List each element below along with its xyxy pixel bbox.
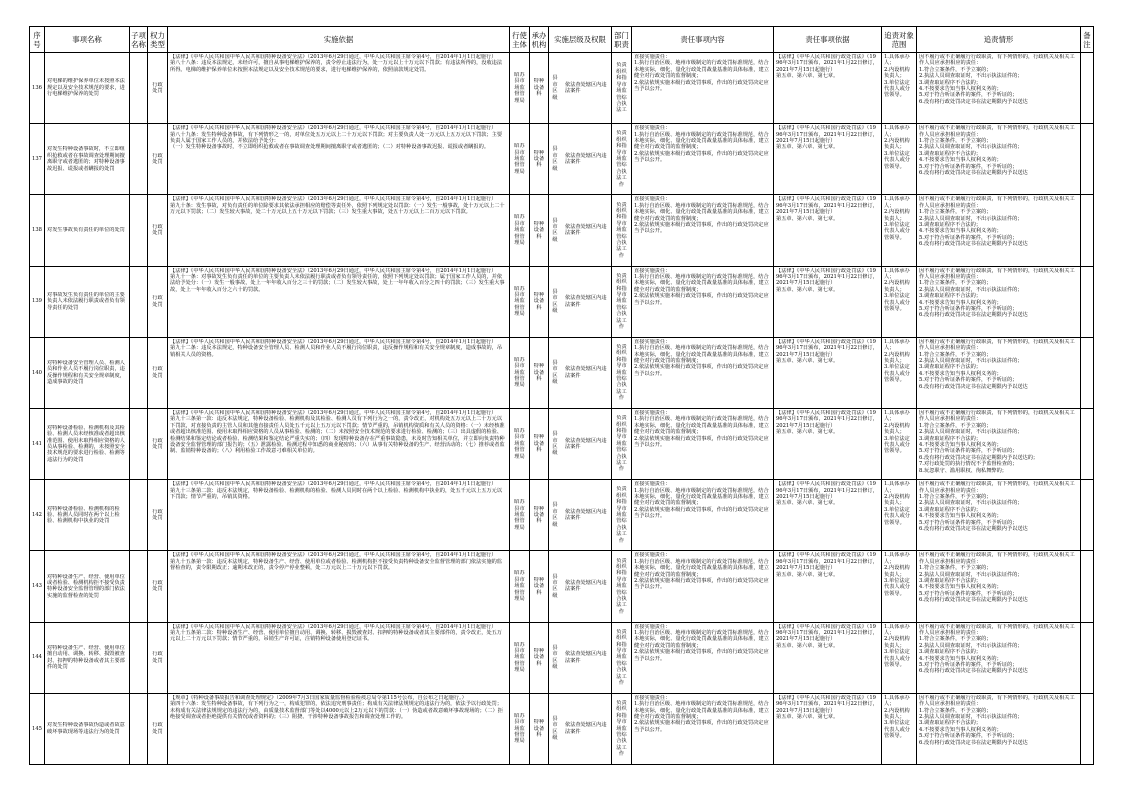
cell-sub-item xyxy=(130,195,148,266)
cell-item-name xyxy=(45,337,130,408)
cell-level: 县市区级 xyxy=(552,431,558,457)
basis-text-text: 【法律】《中华人民共和国中华人民共和国特种设备安全法》（2013年6月29日通过，中华人民共和国主席令第4号，自2014年1月1日起施行） 第九十三条第一款：违反本法规定，特种设备检验、检测机构及其检验、检测人员有下列行为之一的，责令改正，对机构处五万元以上二十万元以下罚款，对直接负责的主管人员和其他直接责任人员处五千元以上五万元以下罚款；情节严重的，吊销机构资质和有关人员的资格：（一）未经核准或者超出核准范围、使用未取得相应资格的人员从事检验、检测的；（二）未按照安全技术规范的要求进行检验、检测的；（三）出具虚假的检验、检测结果和鉴定结论或者检验、检测结果和鉴定结论严重失实的；（四）发现特种设备存在严重事故隐患，未及时告知相关单位，并立即向负责特种设备安全监督管理的部门报告的；（五）泄露检验、检测过程中知悉的商业秘密的；（六）从事有关特种设备的生产、经营活动的；（七）推荐或者监制、监销特种设备的；（八）利用检验工作故意刁难相关单位的。 xyxy=(170,409,505,455)
cell-level: 县市区级 xyxy=(552,217,558,243)
cell-org xyxy=(530,551,549,622)
target-text: 1.具体承办人； 2.内设机构负责人； 3.单位法定代表人或分管领导。 xyxy=(884,338,910,384)
cell-duty xyxy=(612,53,632,124)
item-name-text: 对特种设备生产、经营、使用单位或者检验、检测机构拒不接受负责特种设备安全监督管理的部门依法实施的监督检查的处罚 xyxy=(47,573,125,599)
cell-cases xyxy=(917,195,1081,266)
cell-power-type xyxy=(148,480,168,551)
org-text: 特种设备科 xyxy=(533,719,545,738)
cell-basis-text xyxy=(168,551,510,622)
duty-text: 负责组织和指导市场监管综合执法工作 xyxy=(616,272,627,331)
resp-content-text: 直接实施责任： 1.执行自治区级、地州市级制定的行政处罚标准规范，结合本地实际，细化、量化行政处罚裁量基准的具体标准，建立健全对行政处罚的监督制度； 2.依法依规实施本级行政处罚事项，作出的行政处罚决定应当予以公开。 xyxy=(634,267,769,306)
cell-level-scope xyxy=(549,195,612,266)
cell-cases xyxy=(917,622,1081,693)
cell-sub-item xyxy=(130,551,148,622)
row-number-text: 142 xyxy=(32,512,42,519)
cell-remark xyxy=(1081,408,1094,479)
cell-basis-text xyxy=(168,693,510,764)
cell-remark xyxy=(1081,124,1094,195)
cell-remark xyxy=(1081,480,1094,551)
cell-scope: 依法查处辖区内违法案件 xyxy=(565,651,607,664)
cell-item-name xyxy=(45,53,130,124)
cell-duty xyxy=(612,551,632,622)
cell-subject xyxy=(510,551,530,622)
target-text: 1.具体承办人； 2.内设机构负责人； 3.单位法定代表人或分管领导。 xyxy=(884,267,910,312)
cell-resp-basis xyxy=(774,53,882,124)
cases-text: 因不履行或不正确履行行政职责，有下列情形的，行政机关及相关工作人员应承担相应的责任： 1.符合立案条件，不予立案的； 2.执法人员调查取证时，不出示执法证件的； 3.调查取证程序不合法的； 4.不按要求告知当事人权利义务的； 5.对于符合听证条件的案件，不予听证的； 6.没有将行政处罚决定书在法定期限内予以送达 xyxy=(919,125,1075,177)
resp-content-text: 直接实施责任： 1.执行自治区级、地州市级制定的行政处罚标准规范，结合本地实际，细化、量化行政处罚裁量基准的具体标准，建立健全对行政处罚的监督制度； 2.依法依规实施本级行政处罚事项，作出的行政处罚决定应当予以公开。 xyxy=(634,54,769,93)
header-power-type: 权力类型 xyxy=(148,27,168,53)
cell-level: 县市区级 xyxy=(552,502,558,528)
cell-target xyxy=(882,551,917,622)
item-name-text: 对发生事故负有责任的单位的处罚 xyxy=(47,227,125,234)
header-item-name: 事项名称 xyxy=(45,27,130,53)
table-row xyxy=(30,53,1094,124)
cell-resp-content xyxy=(632,266,774,337)
org-text: 特种设备科 xyxy=(533,505,545,525)
cell-org xyxy=(530,195,549,266)
duty-text: 负责组织和指导市场监管综合执法工作 xyxy=(616,486,627,544)
cell-level: 县市区级 xyxy=(552,75,558,101)
cell-cases xyxy=(917,480,1081,551)
header-no: 序号 xyxy=(30,27,45,53)
subject-text: 昭苏县市场监督管理局 xyxy=(514,570,525,603)
cell-power-type xyxy=(148,124,168,195)
cell-power-type xyxy=(148,551,168,622)
cell-target xyxy=(882,266,917,337)
cell-item-name xyxy=(45,408,130,479)
item-name-text: 对特种设备安全管理人员、检测人员和作业人员不履行岗位职责，违反操作规程和有关安全规章制度，造成事故的处罚 xyxy=(47,360,125,386)
cell-subject xyxy=(510,480,530,551)
duty-text: 负责组织和指导市场监管综合执法工作 xyxy=(616,557,627,615)
cell-remark xyxy=(1081,53,1094,124)
cell-level: 县市区级 xyxy=(552,715,558,742)
row-number-text: 141 xyxy=(32,440,42,447)
cases-text: 因不履行或不正确履行行政职责，有下列情形的，行政机关及相关工作人员应承担相应的责任： 1.符合立案条件，不予立案的； 2.执法人员调查取证时，不出示执法证件的； 3.调查取证程序不合法的； 4.不按要求告知当事人权利义务的； 5.对于符合听证条件的案件，不予听证的； 6.没有将行政处罚决定书在法定期限内予以送达 xyxy=(919,267,1075,319)
cell-item-name xyxy=(45,622,130,693)
row-number-text: 139 xyxy=(32,298,42,305)
cell-sub-item xyxy=(130,693,148,764)
cell-resp-content xyxy=(632,195,774,266)
resp-basis-text: 【法律】《中华人民共和国行政处罚法》（1996年3月17日颁布，2021年1月22日修订，2021年7月15日起施行） 第五章、第六章、第七章。 xyxy=(776,125,878,151)
cell-cases xyxy=(917,53,1081,124)
target-text: 1.具体承办人； 2.内设机构负责人； 3.单位法定代表人或分管领导。 xyxy=(884,409,910,455)
cell-org xyxy=(530,337,549,408)
resp-basis-text: 【法律】《中华人民共和国行政处罚法》（1996年3月17日颁布，2021年1月22日修订，2021年7月15日起施行） 第五章、第六章、第七章。 xyxy=(776,338,878,364)
cell-target xyxy=(882,337,917,408)
target-text: 1.具体承办人； 2.内设机构负责人； 3.单位法定代表人或分管领导。 xyxy=(884,552,910,597)
cell-duty xyxy=(612,195,632,266)
cell-level: 县市区级 xyxy=(552,146,558,172)
cell-sub-item xyxy=(130,480,148,551)
subject-text: 昭苏县市场监督管理局 xyxy=(514,499,525,531)
cell-basis-text xyxy=(168,622,510,693)
cell-scope: 依法查处辖区内违法案件 xyxy=(565,437,607,451)
cell-org xyxy=(530,622,549,693)
header-remark: 备注 xyxy=(1081,27,1094,53)
cell-item-name xyxy=(45,480,130,551)
cell-cases xyxy=(917,266,1081,337)
resp-content-text: 直接实施责任： 1.执行自治区级、地州市级制定的行政处罚标准规范，结合本地实际，细化、量化行政处罚裁量基准的具体标准，建立健全对行政处罚的监督制度； 2.依法依规实施本级行政处罚事项，作出的行政处罚决定应当予以公开。 xyxy=(634,125,769,164)
cell-sub-item xyxy=(130,408,148,479)
cell-resp-basis xyxy=(774,693,882,764)
power-type-text: 行政处罚 xyxy=(152,722,163,735)
header-subject: 行使主体 xyxy=(510,27,530,53)
cell-basis-text xyxy=(168,408,510,479)
cell-resp-basis xyxy=(774,480,882,551)
cell-org xyxy=(530,124,549,195)
duty-text: 负责组织和指导市场监管综合执法工作 xyxy=(616,344,627,402)
org-text: 特种设备科 xyxy=(533,647,545,667)
cell-target xyxy=(882,195,917,266)
basis-text-text: 【法律】《中华人民共和国中华人民共和国特种设备安全法》（2013年6月29日通过，中华人民共和国主席令第4号，自2014年1月1日起施行） 第九十一条：对事故发生负有责任的单位的主要负责人未依法履行职责或者负有领导责任的，依照下列规定处以罚款；属于国家工作人员的，并依法给予处分：（一）发生一般事故，处上一年年收入百分之三十的罚款；（二）发生较大事故，处上一年年收入百分之四十的罚款；（三）发生重大事故，处上一年年收入百分之六十的罚款。 xyxy=(170,267,505,293)
basis-text-text: 【法律】《中华人民共和国中华人民共和国特种设备安全法》（2013年6月29日通过，中华人民共和国主席令第4号，自2014年1月1日起施行） 第九十五条第二款：特种设备生产、经营、使用单位擅自动用、调换、转移、损毁被查封、扣押的特种设备或者其主要部件的，责令改正，处五万元以上二十万元以下罚款；情节严重的，吊销生产许可证，注销特种设备使用登记证书。 xyxy=(170,623,503,643)
table-row xyxy=(30,622,1094,693)
cell-resp-content xyxy=(632,408,774,479)
cell-org xyxy=(530,693,549,764)
cell-power-type xyxy=(148,266,168,337)
resp-content-text: 直接实施责任： 1.执行自治区级、地州市级制定的行政处罚标准规范，结合本地实际，细化、量化行政处罚裁量基准的具体标准，建立健全对行政处罚的监督制度； 2.依法依规实施本级行政处罚事项，作出的行政处罚决定应当予以公开。 xyxy=(634,409,769,448)
cell-basis-text xyxy=(168,480,510,551)
cases-text: 因不履行或不正确履行行政职责，有下列情形的，行政机关及相关工作人员应承担相应的责任： 1.符合立案条件，不予立案的； 2.执法人员调查取证时，不出示执法证件的； 3.调查取证程序不合法的； 4.不按要求告知当事人权利义务的； 5.对于符合听证条件的案件，不予听证的； 6.没有将行政处罚决定书在法定期限内予以送达 xyxy=(919,481,1075,532)
cell-level-scope xyxy=(549,337,612,408)
cell-level-scope xyxy=(549,266,612,337)
cell-remark xyxy=(1081,622,1094,693)
org-text: 特种设备科 xyxy=(533,220,545,240)
target-text: 1.具体承办人； 2.内设机构负责人； 3.单位法定代表人或分管领导。 xyxy=(884,623,910,668)
cell-subject xyxy=(510,408,530,479)
item-name-text: 对特种设备生产、经营、使用单位擅自动用、调换、转移、损毁被查封、扣押的特种设备或者其主要部件的处罚 xyxy=(47,644,125,670)
target-text: 1.具体承办人； 2.内设机构负责人； 3.单位法定代表人或分管领导。 xyxy=(884,125,910,170)
resp-content-text: 直接实施责任： 1.执行自治区级、地州市级制定的行政处罚标准规范，结合本地实际，细化、量化行政处罚裁量基准的具体标准，建立健全对行政处罚的监督制度； 2.依法依规实施本级行政处罚事项，作出的行政处罚决定应当予以公开。 xyxy=(634,623,769,662)
cell-basis-text xyxy=(168,337,510,408)
target-text: 1.具体承办人； 2.内设机构负责人； 3.单位法定代表人或分管领导。 xyxy=(884,54,910,99)
cell-resp-content xyxy=(632,480,774,551)
cell-scope: 依法查处辖区内违法案件 xyxy=(565,366,607,379)
cell-power-type xyxy=(148,337,168,408)
resp-basis-text: 【法律】《中华人民共和国行政处罚法》（1996年3月17日颁布，2021年1月22日修订，2021年7月15日起施行） 第五章、第六章、第七章。 xyxy=(776,694,878,720)
basis-text-text: 【法律】《中华人民共和国中华人民共和国特种设备安全法》（2013年6月29日通过，中华人民共和国主席令第4号，自2014年1月1日起施行） 第八十八条：违反本法规定，未经许可，擅自从事电梯维护保养的，责令停止违法行为，处一万元以上十万元以下罚款；有违法所得的，没收违法所得。电梯的维护保养单位未按照本法规定以及安全技术规范的要求，进行电梯维护保养的，依照前款规定处罚。 xyxy=(170,54,503,73)
cell-item-name xyxy=(45,693,130,764)
subject-text: 昭苏县市场监督管理局 xyxy=(514,641,525,674)
header-cases: 追责情形 xyxy=(917,27,1081,53)
cell-row-number xyxy=(30,622,45,693)
basis-text-text: 【法律】《中华人民共和国中华人民共和国特种设备安全法》（2013年6月29日通过，中华人民共和国主席令第4号，自2014年1月1日起施行） 第九十三条第二款：违反本法规定，特种设备检验、检测机构的检验、检测人员同时在两个以上检验、检测机构中执业的，处五千元以上五万元以下罚款；情节严重的，吊销其资格。 xyxy=(170,481,503,500)
org-text: 特种设备科 xyxy=(533,78,545,98)
cell-level: 县市区级 xyxy=(552,573,558,599)
cell-target xyxy=(882,124,917,195)
org-text: 特种设备科 xyxy=(533,434,545,454)
cell-duty xyxy=(612,693,632,764)
cell-row-number xyxy=(30,266,45,337)
basis-text-text: 【法律】《中华人民共和国中华人民共和国特种设备安全法》（2013年6月29日通过，中华人民共和国主席令第4号，自2014年1月1日起施行） 第九十二条：违反本法规定，特种设备安全管理人员、检测人员和作业人员不履行岗位职责，违反操作规程和有关安全规章制度，造成事故的，吊销相关人员的资格。 xyxy=(170,338,503,358)
subject-text: 昭苏县市场监督管理局 xyxy=(514,428,525,460)
subject-text: 昭苏县市场监督管理局 xyxy=(514,72,525,104)
power-type-text: 行政处罚 xyxy=(152,152,163,166)
table-row xyxy=(30,693,1094,764)
row-number-text: 143 xyxy=(32,583,42,590)
row-number-text: 137 xyxy=(32,156,42,163)
org-text: 特种设备科 xyxy=(533,292,545,311)
cell-cases xyxy=(917,408,1081,479)
cell-scope: 依法查处辖区内违法案件 xyxy=(565,152,607,166)
cell-remark xyxy=(1081,551,1094,622)
resp-basis-text: 【法律】《中华人民共和国行政处罚法》（1996年3月17日颁布，2021年1月22日修订，2021年7月15日起施行） 第五章、第六章、第七章。 xyxy=(776,54,878,80)
table-row xyxy=(30,551,1094,622)
power-type-text: 行政处罚 xyxy=(152,81,163,95)
resp-content-text: 直接实施责任： 1.执行自治区级、地州市级制定的行政处罚标准规范，结合本地实际，细化、量化行政处罚裁量基准的具体标准，建立健全对行政处罚的监督制度； 2.依法依规实施本级行政处罚事项，作出的行政处罚决定应当予以公开。 xyxy=(634,694,769,733)
cell-resp-basis xyxy=(774,124,882,195)
cell-basis-text xyxy=(168,53,510,124)
cell-target xyxy=(882,408,917,479)
basis-text-text: 【法律】《中华人民共和国中华人民共和国特种设备安全法》（2013年6月29日通过，中华人民共和国主席令第4号，自2014年1月1日起施行） 第八十九条：发生特种设备事故，有下列情形之一的，对单位处五万元以上二十万元以下罚款；对主要负责人处一万元以上五万元以下罚款；主要负责人属于国家工作人员的，并依法给予处分： （一）发生特种设备事故时，不立即组织抢救或者在事故调查处理期间擅离职守或者逃匿的；（二）对特种设备事故迟报、谎报或者瞒报的。 xyxy=(170,125,503,151)
cell-resp-basis xyxy=(774,408,882,479)
cell-subject xyxy=(510,53,530,124)
cell-resp-basis xyxy=(774,195,882,266)
basis-text-text: 【规章】《特种设备事故报告和调查处理规定》（2009年7月3日国家质量监督检验检疫总局令第115号公布，自公布之日起施行。） 第四十六条：发生特种设备事故，有下列行为之一，构成犯罪的，依法追究刑事责任；构成有关法律法规规定的违法行为的，依法予以行政处罚；未构成有关法律法规规定的违法行为的，由质量技术监督部门等处以4000元以上2万元以下的罚款：（一）伪造或者故意破坏事故现场的；（二）拒绝接受调查或者拒绝提供有关情况或者资料的；（三）阻挠、干涉特种设备事故报告和调查处理工作的。 xyxy=(170,694,503,720)
org-text: 特种设备科 xyxy=(533,363,545,383)
cell-duty xyxy=(612,266,632,337)
cell-item-name xyxy=(45,551,130,622)
cell-row-number xyxy=(30,337,45,408)
cell-remark xyxy=(1081,195,1094,266)
subject-text: 昭苏县市场监督管理局 xyxy=(514,712,525,745)
row-number-text: 144 xyxy=(32,654,42,661)
cell-resp-basis xyxy=(774,622,882,693)
cell-level: 县市区级 xyxy=(552,360,558,386)
cell-cases xyxy=(917,551,1081,622)
cell-target xyxy=(882,622,917,693)
cell-target xyxy=(882,480,917,551)
cell-sub-item xyxy=(130,266,148,337)
table-row xyxy=(30,266,1094,337)
cell-resp-content xyxy=(632,337,774,408)
cell-power-type xyxy=(148,53,168,124)
cell-level-scope xyxy=(549,408,612,479)
cell-row-number xyxy=(30,53,45,124)
header-resp-content: 责任事项内容 xyxy=(632,27,774,53)
cell-resp-content xyxy=(632,693,774,764)
cell-duty xyxy=(612,622,632,693)
cell-level-scope xyxy=(549,622,612,693)
table-row xyxy=(30,337,1094,408)
cell-scope: 依法查处辖区内违法案件 xyxy=(565,508,607,522)
cell-remark xyxy=(1081,266,1094,337)
cell-resp-basis xyxy=(774,337,882,408)
cell-sub-item xyxy=(130,124,148,195)
cell-org xyxy=(530,408,549,479)
subject-text: 昭苏县市场监督管理局 xyxy=(514,214,525,247)
cell-power-type xyxy=(148,622,168,693)
cell-subject xyxy=(510,337,530,408)
cell-cases xyxy=(917,693,1081,764)
row-number-text: 136 xyxy=(32,84,42,91)
table-row xyxy=(30,480,1094,551)
cell-row-number xyxy=(30,693,45,764)
row-number-text: 140 xyxy=(32,369,42,376)
cases-text: 因不履行或不正确履行行政职责，有下列情形的，行政机关及相关工作人员应承担相应的责任： 1.符合立案条件，不予立案的； 2.执法人员调查取证时，不出示执法证件的； 3.调查取证程序不合法的； 4.不按要求告知当事人权利义务的； 5.对于符合听证条件的案件，不予听证的； 6.没有将行政处罚决定书在法定期限内予以送达 xyxy=(919,338,1075,390)
cases-text: 因不履行或不正确履行行政职责，有下列情形的，行政机关及相关工作人员应承担相应的责任： 1.符合立案条件，不予立案的； 2.执法人员调查取证时，不出示执法证件的； 3.调查取证程序不合法的； 4.不按要求告知当事人权利义务的； 5.对于符合听证条件的案件，不予听证的； 6.没有将行政处罚决定书在法定期限内予以送达的； 7.对行政处罚的执行情况不予监督检查的； 8.玩忽职守、滥用职权、徇私舞弊的； xyxy=(919,409,1075,474)
cell-resp-content xyxy=(632,53,774,124)
cell-resp-content xyxy=(632,622,774,693)
power-type-text: 行政处罚 xyxy=(152,366,163,379)
power-type-text: 行政处罚 xyxy=(152,224,163,237)
cases-text: 因不履行或不正确履行行政职责，有下列情形的，行政机关及相关工作人员应承担相应的责任： 1.符合立案条件，不予立案的； 2.执法人员调查取证时，不出示执法证件的； 3.调查取证程序不合法的； 4.不按要求告知当事人权利义务的； 5.对于符合听证条件的案件，不予听证的； 6.没有将行政处罚决定书在法定期限内予以送达 xyxy=(919,623,1075,675)
cell-scope: 依法查处辖区内违法案件 xyxy=(565,224,607,237)
resp-basis-text: 【法律】《中华人民共和国行政处罚法》（1996年3月17日颁布，2021年1月22日修订，2021年7月15日起施行） 第五章、第六章、第七章。 xyxy=(776,481,878,507)
resp-basis-text: 【法律】《中华人民共和国行政处罚法》（1996年3月17日颁布，2021年1月22日修订，2021年7月15日起施行） 第五章、第六章、第七章。 xyxy=(776,552,878,578)
resp-basis-text: 【法律】《中华人民共和国行政处罚法》（1996年3月17日颁布，2021年1月22日修订，2021年7月15日起施行） 第五章、第六章、第七章。 xyxy=(776,409,878,436)
cell-basis-text xyxy=(168,195,510,266)
duty-text: 负责组织和指导市场监管综合执法工作 xyxy=(616,415,627,473)
header-org: 承办机构 xyxy=(530,27,549,53)
cell-subject xyxy=(510,266,530,337)
subject-text: 昭苏县市场监督管理局 xyxy=(514,143,525,175)
cell-row-number xyxy=(30,408,45,479)
cell-duty xyxy=(612,480,632,551)
table-row xyxy=(30,195,1094,266)
resp-basis-text: 【法律】《中华人民共和国行政处罚法》（1996年3月17日颁布，2021年1月22日修订，2021年7月15日起施行） 第五章、第六章、第七章。 xyxy=(776,267,878,293)
cell-subject xyxy=(510,195,530,266)
cell-level-scope xyxy=(549,551,612,622)
cell-power-type xyxy=(148,408,168,479)
cell-target xyxy=(882,693,917,764)
cell-org xyxy=(530,53,549,124)
item-name-text: 对特种设备检验、检测机构的检验、检测人员同时在两个以上检验、检测机构中执业的处罚 xyxy=(47,505,120,525)
header-resp-basis: 责任事项依据 xyxy=(774,27,882,53)
target-text: 1.具体承办人； 2.内设机构负责人； 3.单位法定代表人或分管领导。 xyxy=(884,196,910,241)
cell-power-type xyxy=(148,693,168,764)
resp-content-text: 直接实施责任： 1.执行自治区级、地州市级制定的行政处罚标准规范，结合本地实际，细化、量化行政处罚裁量基准的具体标准，建立健全对行政处罚的监督制度； 2.依法依规实施本级行政处罚事项，作出的行政处罚决定应当予以公开。 xyxy=(634,338,769,377)
header-target: 追责对象范围 xyxy=(882,27,917,53)
cell-duty xyxy=(612,337,632,408)
duty-text: 负责组织和指导市场监管综合执法工作 xyxy=(616,130,627,188)
cell-subject xyxy=(510,693,530,764)
power-type-text: 行政处罚 xyxy=(152,437,163,451)
cell-scope: 依法查处辖区内违法案件 xyxy=(565,722,607,735)
item-name-text: 对特种设备检验、检测机构及其检验、检测人员未经核准或者超出核准范围、使用未取得相应资格的人员从事检验、检测的，未按照安全技术规范的要求进行检验、检测等违法行为的处罚 xyxy=(47,424,125,463)
cell-resp-basis xyxy=(774,551,882,622)
cell-resp-content xyxy=(632,551,774,622)
cell-row-number xyxy=(30,551,45,622)
cell-item-name xyxy=(45,266,130,337)
cell-scope: 依法查处辖区内违法案件 xyxy=(565,295,607,308)
cell-basis-text xyxy=(168,266,510,337)
cell-row-number xyxy=(30,195,45,266)
cell-resp-basis xyxy=(774,266,882,337)
subject-text: 昭苏县市场监督管理局 xyxy=(514,285,525,318)
cell-level-scope xyxy=(549,693,612,764)
power-list-table-page xyxy=(29,26,1093,765)
cell-sub-item xyxy=(130,622,148,693)
cell-remark xyxy=(1081,337,1094,408)
basis-text-text: 【法律】《中华人民共和国中华人民共和国特种设备安全法》（2013年6月29日通过，中华人民共和国主席令第4号，自2014年1月1日起施行） 第九十五条第一款：违反本法规定，特种设备生产、经营、使用单位或者检验、检测机构拒不接受负责特种设备安全监督管理的部门依法实施的监督检查的，责令限期改正；逾期未改正的，责令停产停业整顿，处二万元以上二十万元以下罚款。 xyxy=(170,552,503,572)
cell-row-number xyxy=(30,124,45,195)
header-sub-item: 子项名称 xyxy=(130,27,148,53)
duty-text: 负责组织和指导市场监管综合执法工作 xyxy=(616,628,627,687)
item-name-text: 对发生特种设备事故时，不立即组织抢救或者在事故调查处理期间擅离职守或者逃匿的；对特种设备事故迟报、谎报或者瞒报的处罚 xyxy=(47,146,125,172)
cell-level-scope xyxy=(549,480,612,551)
resp-content-text: 直接实施责任： 1.执行自治区级、地州市级制定的行政处罚标准规范，结合本地实际，细化、量化行政处罚裁量基准的具体标准，建立健全对行政处罚的监督制度； 2.依法依规实施本级行政处罚事项，作出的行政处罚决定应当予以公开。 xyxy=(634,552,769,591)
cell-level-scope xyxy=(549,53,612,124)
org-text: 特种设备科 xyxy=(533,149,545,169)
resp-content-text: 直接实施责任： 1.执行自治区级、地州市级制定的行政处罚标准规范，结合本地实际，细化、量化行政处罚裁量基准的具体标准，建立健全对行政处罚的监督制度； 2.依法依规实施本级行政处罚事项，作出的行政处罚决定应当予以公开。 xyxy=(634,196,769,235)
cell-scope: 依法查处辖区内违法案件 xyxy=(565,580,607,593)
row-number-text: 145 xyxy=(32,725,42,732)
power-type-text: 行政处罚 xyxy=(152,580,163,593)
cell-power-type xyxy=(148,195,168,266)
target-text: 1.具体承办人； 2.内设机构负责人； 3.单位法定代表人或分管领导。 xyxy=(884,481,910,526)
item-name-text: 对发生特种设备事故伪造或者故意破坏事故现场等违法行为的处罚 xyxy=(47,722,125,735)
cases-text: 因不履行或不正确履行行政职责，有下列情形的，行政机关及相关工作人员应承担相应的责任： 1.符合立案条件，不予立案的； 2.执法人员调查取证时，不出示执法证件的； 3.调查取证程序不合法的； 4.不按要求告知当事人权利义务的； 5.对于符合听证条件的案件，不予听证的； 6.没有将行政处罚决定书在法定期限内予以送达 xyxy=(919,54,1075,105)
table-row xyxy=(30,408,1094,479)
resp-basis-text: 【法律】《中华人民共和国行政处罚法》（1996年3月17日颁布，2021年1月22日修订，2021年7月15日起施行） 第五章、第六章、第七章。 xyxy=(776,623,878,649)
cell-org xyxy=(530,480,549,551)
header-level: 实施层级及权限 xyxy=(549,27,612,53)
cell-item-name xyxy=(45,124,130,195)
cell-target xyxy=(882,53,917,124)
duty-text: 负责组织和指导市场监管综合执法工作 xyxy=(616,699,627,758)
resp-basis-text: 【法律】《中华人民共和国行政处罚法》（1996年3月17日颁布，2021年1月22日修订，2021年7月15日起施行） 第五章、第六章、第七章。 xyxy=(776,196,878,222)
target-text: 1.具体承办人； 2.内设机构负责人； 3.单位法定代表人或分管领导。 xyxy=(884,694,910,740)
header-duty: 部门职责 xyxy=(612,27,632,53)
cell-basis-text xyxy=(168,124,510,195)
subject-text: 昭苏县市场监督管理局 xyxy=(514,356,525,389)
item-name-text: 对事故发生负有责任的单位的主要负责人未依法履行职责或者负有领导责任的处罚 xyxy=(47,292,125,311)
cell-sub-item xyxy=(130,337,148,408)
table-row xyxy=(30,124,1094,195)
power-type-text: 行政处罚 xyxy=(152,295,163,308)
power-type-text: 行政处罚 xyxy=(152,651,163,664)
cell-duty xyxy=(612,408,632,479)
cases-text: 因不履行或不正确履行行政职责，有下列情形的，行政机关及相关工作人员应承担相应的责任： 1.符合立案条件，不予立案的； 2.执法人员调查取证时，不出示执法证件的； 3.调查取证程序不合法的； 4.不按要求告知当事人权利义务的； 5.对于符合听证条件的案件，不予听证的； 6.没有将行政处罚决定书在法定期限内予以送达 xyxy=(919,196,1075,248)
cell-level-scope xyxy=(549,124,612,195)
cell-remark xyxy=(1081,693,1094,764)
cell-cases xyxy=(917,337,1081,408)
cell-cases xyxy=(917,124,1081,195)
cell-level: 县市区级 xyxy=(552,644,558,670)
cell-duty xyxy=(612,124,632,195)
cell-level: 县市区级 xyxy=(552,288,558,315)
cell-resp-content xyxy=(632,124,774,195)
cell-org xyxy=(530,266,549,337)
cell-sub-item xyxy=(130,53,148,124)
org-text: 特种设备科 xyxy=(533,576,545,596)
row-number-text: 138 xyxy=(32,227,42,234)
duty-text: 负责组织和指导市场监管综合执法工 xyxy=(616,62,627,114)
cell-scope: 依法查处辖区内违法案件 xyxy=(565,81,607,95)
cell-row-number xyxy=(30,480,45,551)
basis-text-text: 【法律】《中华人民共和国中华人民共和国特种设备安全法》（2013年6月29日通过，中华人民共和国主席令第4号，自2014年1月1日起施行） 第九十条：发生事故，对负有责任的单位除要求其依法承担相应的赔偿等责任外，依照下列规定处以罚款：（一）发生一般事故，处十万元以上二十万元以下罚款；（二）发生较大事故，处二十万元以上五十万元以下罚款；（三）发生重大事故，处五十万元以上二百万元以下罚款。 xyxy=(170,196,505,216)
cases-text: 因不履行或不正确履行行政职责，有下列情形的，行政机关及相关工作人员应承担相应的责任： 1.符合立案条件，不予立案的； 2.执法人员调查取证时，不出示执法证件的； 3.调查取证程序不合法的； 4.不按要求告知当事人权利义务的； 5.对于符合听证条件的案件，不予听证的； 6.没有将行政处罚决定书在法定期限内予以送达 xyxy=(919,694,1075,746)
power-type-text: 行政处罚 xyxy=(152,508,163,522)
cell-subject xyxy=(510,124,530,195)
resp-content-text: 直接实施责任： 1.执行自治区级、地州市级制定的行政处罚标准规范，结合本地实际，细化、量化行政处罚裁量基准的具体标准，建立健全对行政处罚的监督制度； 2.依法依规实施本级行政处罚事项，作出的行政处罚决定应当予以公开。 xyxy=(634,481,769,520)
cases-text: 因不履行或不正确履行行政职责，有下列情形的，行政机关及相关工作人员应承担相应的责任： 1.符合立案条件，不予立案的； 2.执法人员调查取证时，不出示执法证件的； 3.调查取证程序不合法的； 4.不按要求告知当事人权利义务的； 5.对于符合听证条件的案件，不予听证的； 6.没有将行政处罚决定书在法定期限内予以送达 xyxy=(919,552,1075,604)
power-responsibility-table xyxy=(29,26,1094,765)
header-basis: 实施依据 xyxy=(168,27,510,53)
duty-text: 负责组织和指导市场监管综合执法工作 xyxy=(616,201,627,259)
cell-item-name xyxy=(45,195,130,266)
header-row xyxy=(30,27,1094,53)
cell-subject xyxy=(510,622,530,693)
item-name-text: 对电梯的维护保养单位未按照本法规定以及安全技术规范的要求，进行电梯维护保养的处罚 xyxy=(47,78,125,98)
